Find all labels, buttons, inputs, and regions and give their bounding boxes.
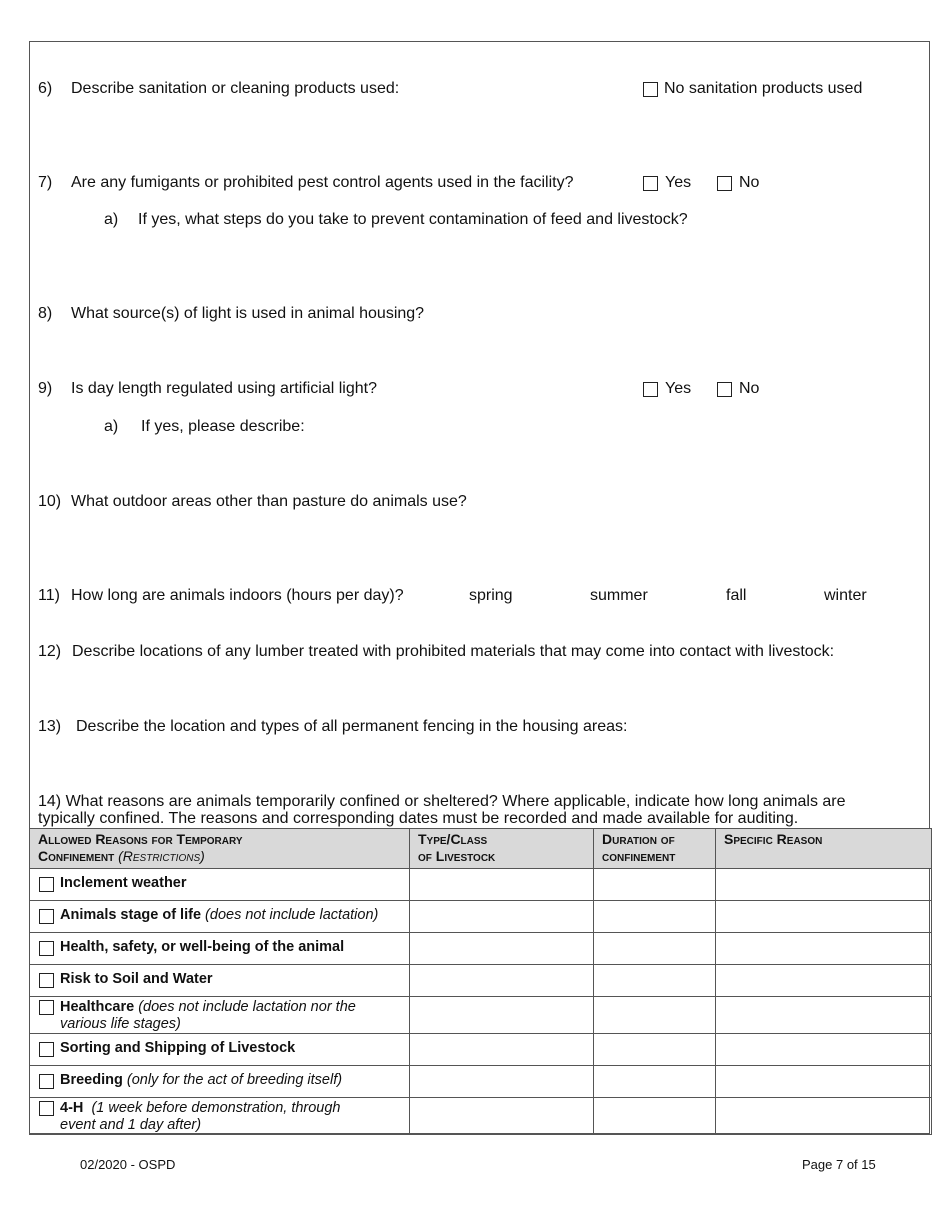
reason-checkbox[interactable] xyxy=(39,1074,54,1089)
reason-cell: Breeding (only for the act of breeding itself) xyxy=(30,1066,410,1098)
table-row xyxy=(30,965,932,997)
q7-yes-checkbox[interactable] xyxy=(643,176,658,191)
q12-text: Describe locations of any lumber treated with prohibited materials that may come into contact with livestock: xyxy=(72,643,835,660)
reason-cell: Animals stage of life (does not include lactation) xyxy=(30,901,410,933)
q7a-number: a) xyxy=(104,211,119,228)
type-class-cell[interactable] xyxy=(410,901,594,933)
table-row xyxy=(30,1098,932,1135)
reason-cell: Health, safety, or well-being of the animal xyxy=(30,933,410,965)
reason-checkbox[interactable] xyxy=(39,1042,54,1057)
q8-text: What source(s) of light is used in animal housing? xyxy=(71,305,425,322)
table-row xyxy=(30,901,932,933)
footer-page-number: Page 7 of 15 xyxy=(802,1157,876,1172)
reason-cell: Healthcare (does not include lactation nor the various life stages) xyxy=(30,997,410,1034)
table-row xyxy=(30,1066,932,1098)
specific-reason-cell[interactable] xyxy=(716,1066,932,1098)
type-class-cell[interactable] xyxy=(410,965,594,997)
duration-cell[interactable] xyxy=(594,965,716,997)
q7-yes-label: Yes xyxy=(665,174,692,191)
table-row xyxy=(30,933,932,965)
q9-no-checkbox[interactable] xyxy=(717,382,732,397)
footer-date: 02/2020 - OSPD xyxy=(80,1157,176,1172)
q9-yes-checkbox[interactable] xyxy=(643,382,658,397)
type-class-cell[interactable] xyxy=(410,1098,594,1135)
no-sanitation-label: No sanitation products used xyxy=(664,80,863,97)
q14-line-1: 14) What reasons are animals temporarily confined or sheltered? Where applicable, indicate how long animals are xyxy=(38,793,846,810)
type-class-cell[interactable] xyxy=(410,869,594,901)
q13-number: 13) xyxy=(38,718,62,735)
q7-no-checkbox[interactable] xyxy=(717,176,732,191)
season-winter: winter xyxy=(824,587,867,604)
reason-checkbox[interactable] xyxy=(39,1000,54,1015)
no-sanitation-checkbox[interactable] xyxy=(643,82,658,97)
reason-checkbox[interactable] xyxy=(39,973,54,988)
duration-cell[interactable] xyxy=(594,901,716,933)
specific-reason-cell[interactable] xyxy=(716,1098,932,1135)
specific-reason-cell[interactable] xyxy=(716,901,932,933)
q11-text: How long are animals indoors (hours per day)? xyxy=(71,587,404,604)
duration-cell[interactable] xyxy=(594,869,716,901)
q9a-number: a) xyxy=(104,418,119,435)
type-class-cell[interactable] xyxy=(410,1034,594,1066)
q14-line-2: typically confined. The reasons and corresponding dates must be recorded and made available for auditing. xyxy=(38,810,799,827)
q6-number: 6) xyxy=(38,80,53,97)
header-allowed-reasons: Allowed Reasons for Temporary Confinement (Restrictions) xyxy=(30,829,410,869)
q6-text: Describe sanitation or cleaning products used: xyxy=(71,80,400,97)
q11-number: 11) xyxy=(38,587,60,604)
header-specific-reason: Specific Reason xyxy=(716,829,932,869)
q9-text: Is day length regulated using artificial light? xyxy=(71,380,377,397)
reason-checkbox[interactable] xyxy=(39,909,54,924)
duration-cell[interactable] xyxy=(594,1066,716,1098)
q13-text: Describe the location and types of all permanent fencing in the housing areas: xyxy=(76,718,628,735)
specific-reason-cell[interactable] xyxy=(716,869,932,901)
header-type-class: Type/Class of Livestock xyxy=(410,829,594,869)
type-class-cell[interactable] xyxy=(410,1066,594,1098)
reason-checkbox[interactable] xyxy=(39,941,54,956)
q7-no-label: No xyxy=(739,174,760,191)
duration-cell[interactable] xyxy=(594,997,716,1034)
reason-cell: Sorting and Shipping of Livestock xyxy=(30,1034,410,1066)
q12-number: 12) xyxy=(38,643,62,660)
q7-number: 7) xyxy=(38,174,53,191)
reason-cell: Inclement weather xyxy=(30,869,410,901)
q14-intro xyxy=(38,793,918,827)
reason-checkbox[interactable] xyxy=(39,1101,54,1116)
type-class-cell[interactable] xyxy=(410,933,594,965)
q9a-text: If yes, please describe: xyxy=(141,418,305,435)
type-class-cell[interactable] xyxy=(410,997,594,1034)
q9-yes-label: Yes xyxy=(665,380,692,397)
reason-checkbox[interactable] xyxy=(39,877,54,892)
q10-text: What outdoor areas other than pasture do animals use? xyxy=(71,493,467,510)
header-duration: Duration of confinement xyxy=(594,829,716,869)
q8-number: 8) xyxy=(38,305,53,322)
q10-number: 10) xyxy=(38,493,62,510)
season-fall: fall xyxy=(726,587,747,604)
table-header-row xyxy=(30,829,932,869)
duration-cell[interactable] xyxy=(594,1034,716,1066)
q7a-text: If yes, what steps do you take to prevent contamination of feed and livestock? xyxy=(138,211,688,228)
q9-no-label: No xyxy=(739,380,760,397)
reason-cell: 4-H (1 week before demonstration, through event and 1 day after) xyxy=(30,1098,410,1135)
specific-reason-cell[interactable] xyxy=(716,933,932,965)
table-row xyxy=(30,1034,932,1066)
duration-cell[interactable] xyxy=(594,1098,716,1135)
q9-number: 9) xyxy=(38,380,53,397)
table-row xyxy=(30,869,932,901)
season-summer: summer xyxy=(590,587,648,604)
q7-text: Are any fumigants or prohibited pest control agents used in the facility? xyxy=(71,174,574,191)
confinement-table xyxy=(29,828,932,1135)
specific-reason-cell[interactable] xyxy=(716,965,932,997)
duration-cell[interactable] xyxy=(594,933,716,965)
specific-reason-cell[interactable] xyxy=(716,1034,932,1066)
reason-cell: Risk to Soil and Water xyxy=(30,965,410,997)
season-spring: spring xyxy=(469,587,513,604)
table-row xyxy=(30,997,932,1034)
specific-reason-cell[interactable] xyxy=(716,997,932,1034)
